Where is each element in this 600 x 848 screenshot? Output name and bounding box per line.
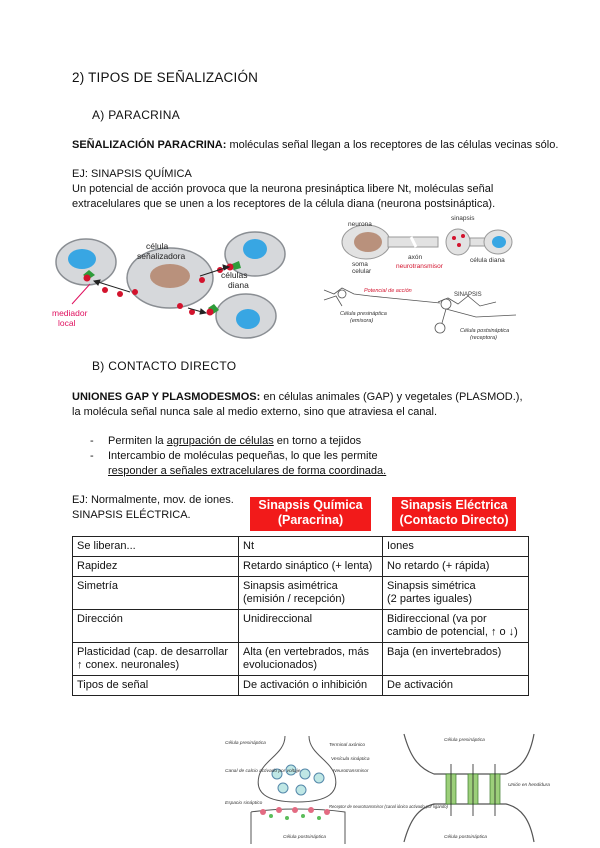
- fig4-gap-junction-label: Unión en hendidura: [508, 783, 550, 788]
- table-cell: Rapidez: [73, 557, 239, 577]
- receptors: [260, 807, 330, 815]
- electrical-synapse-diagram: [394, 734, 554, 844]
- table-cell: Dirección: [73, 610, 239, 643]
- section-title: 2) TIPOS DE SEÑALIZACIÓN: [72, 70, 259, 85]
- ej-sinapsis-quimica: EJ: SINAPSIS QUÍMICA: [72, 168, 192, 180]
- signaling-cell-label-2: señalizadora: [137, 251, 186, 261]
- table-row: [73, 610, 529, 643]
- sinapsis-electrica-label: SINAPSIS ELÉCTRICA.: [72, 509, 191, 521]
- celula-diana-label: célula diana: [470, 257, 505, 264]
- mediator-pointer: [72, 284, 90, 304]
- mediator-label-1: mediador: [52, 308, 88, 318]
- table-row: [73, 557, 529, 577]
- bullet-1: - Permiten la agrupación de células en torno a tejidos: [90, 435, 362, 447]
- bullet-2: - Intercambio de moléculas pequeñas, lo que les permite: [90, 450, 378, 462]
- table-cell: Se liberan...: [73, 537, 239, 557]
- sinapsis-label: sinapsis: [451, 215, 475, 222]
- table-row: [73, 676, 529, 696]
- fig3-vesicle-label: Vesícula sináptica: [331, 757, 370, 762]
- fig3-axon-terminal-label: Terminal axónico: [329, 743, 366, 748]
- header-quimica-line-1: Sinapsis Química: [258, 498, 363, 512]
- table-cell: Iones: [383, 537, 529, 557]
- table-cell: Sinapsis simétrica (2 partes iguales): [383, 577, 529, 610]
- ej-iones: EJ: Normalmente, mov. de iones.: [72, 494, 234, 506]
- header-electrica-line-1: Sinapsis Eléctrica: [400, 498, 508, 512]
- fig3-calcium-channel-label: Canal de calcio activado por voltaje: [225, 769, 301, 774]
- action-potential-label: Potencial de acción: [364, 288, 412, 294]
- paragraph-line-2: extracelulares que se unen a los receptores de la célula diana (neurona postsináptica).: [72, 198, 496, 210]
- fig3-neurotransmitter-label: Neurotransmisor: [333, 769, 369, 774]
- left-target-cell: [56, 239, 116, 285]
- table-cell: Alta (en vertebrados, más evolucionados): [239, 643, 383, 676]
- table-row: [73, 643, 529, 676]
- fig3-presynaptic-label: Célula presináptica: [225, 741, 266, 746]
- channel-arrows: [451, 764, 495, 816]
- synapse-caps-label: SINAPSIS: [454, 292, 482, 298]
- table-cell: Plasticidad (cap. de desarrollar ↑ conex. neuronales): [73, 643, 239, 676]
- bullet-2-line-2: responder a señales extracelulares de forma coordinada.: [108, 465, 387, 477]
- table-row: [73, 537, 529, 557]
- ion-dots: [269, 814, 321, 820]
- bottom-right-target-cell: [207, 294, 277, 338]
- uniones-term: UNIONES GAP Y PLASMODESMOS:: [72, 391, 261, 403]
- paragraph-line-1: Un potencial de acción provoca que la neurona presináptica libere Nt, moléculas señal: [72, 183, 494, 195]
- subsection-contacto-directo: B) CONTACTO DIRECTO: [92, 359, 237, 373]
- presynaptic-label-2: (emisora): [350, 318, 374, 324]
- fig3-receptor-label: Receptor de neurotransmisor (canal iónico activado por ligando): [329, 804, 448, 809]
- subsection-paracrina: A) PARACRINA: [92, 108, 181, 122]
- neurotransmitter-label: neurotransmisor: [396, 263, 443, 270]
- neurona-label: neurona: [348, 221, 372, 228]
- uniones-text: en células animales (GAP) y vegetales (PLASMOD.),: [260, 391, 523, 403]
- bullet-1-post: en torno a tejidos: [273, 435, 362, 447]
- soma-label-1: soma: [352, 261, 368, 268]
- header-electrica-line-2: (Contacto Directo): [399, 513, 509, 527]
- table-cell: Bidireccional (va por cambio de potencial, ↑ o ↓): [383, 610, 529, 643]
- mediator-label-2: local: [58, 318, 76, 328]
- uniones-line-2: la molécula señal nunca sale al medio externo, sino que atraviesa el canal.: [72, 406, 438, 418]
- presynaptic-neuron: [342, 225, 470, 259]
- bullet-1-pre: Permiten la: [108, 435, 167, 447]
- soma-label-2: celular: [352, 268, 372, 275]
- fig4-postsynaptic-label: Célula postsináptica: [444, 835, 487, 840]
- uniones-definition: [72, 389, 523, 405]
- paracrina-term: SEÑALIZACIÓN PARACRINA:: [72, 139, 227, 151]
- fig4-presynaptic-label: Célula presináptica: [444, 738, 485, 743]
- paracrina-definition: [72, 137, 558, 153]
- fig3-postsynaptic-label: Célula postsináptica: [283, 835, 326, 840]
- table-cell: Simetría: [73, 577, 239, 610]
- postsynaptic-label-2: (receptora): [470, 335, 497, 341]
- table-cell: De activación: [383, 676, 529, 696]
- chemical-synapse-diagram: [318, 212, 518, 344]
- table-row: [73, 577, 529, 610]
- table-cell: Retardo sináptico (+ lenta): [239, 557, 383, 577]
- target-cells-label-1: células: [221, 270, 248, 280]
- target-cells-label-2: diana: [228, 280, 249, 290]
- table-cell: Sinapsis asimétrica (emisión / recepción): [239, 577, 383, 610]
- fig3-synaptic-space-label: Espacio sináptico: [225, 801, 263, 806]
- header-quimica-line-2: (Paracrina): [277, 513, 344, 527]
- table-cell: Unidireccional: [239, 610, 383, 643]
- paracrine-diagram: [50, 224, 290, 342]
- chemical-synapse-detail: [225, 736, 448, 844]
- signaling-cell-label-1: célula: [146, 241, 169, 251]
- table-cell: Nt: [239, 537, 383, 557]
- target-neuron: [470, 230, 512, 254]
- postsynaptic-label-1: Célula postsináptica: [460, 328, 510, 334]
- header-sinapsis-quimica: [250, 497, 371, 531]
- presynaptic-label-1: Célula presináptica: [340, 311, 387, 317]
- axon-label: axón: [408, 254, 423, 261]
- header-sinapsis-electrica: [392, 497, 516, 531]
- table-cell: De activación o inhibición: [239, 676, 383, 696]
- bullet-2-line-1: Intercambio de moléculas pequeñas, lo que les permite: [108, 450, 378, 462]
- bullet-1-underlined: agrupación de células: [166, 435, 274, 447]
- comparison-table: [72, 536, 529, 696]
- table-cell: Baja (en invertebrados): [383, 643, 529, 676]
- paracrina-text: moléculas señal llegan a los receptores de las células vecinas sólo.: [226, 139, 559, 151]
- table-cell: No retardo (+ rápida): [383, 557, 529, 577]
- table-cell: Tipos de señal: [73, 676, 239, 696]
